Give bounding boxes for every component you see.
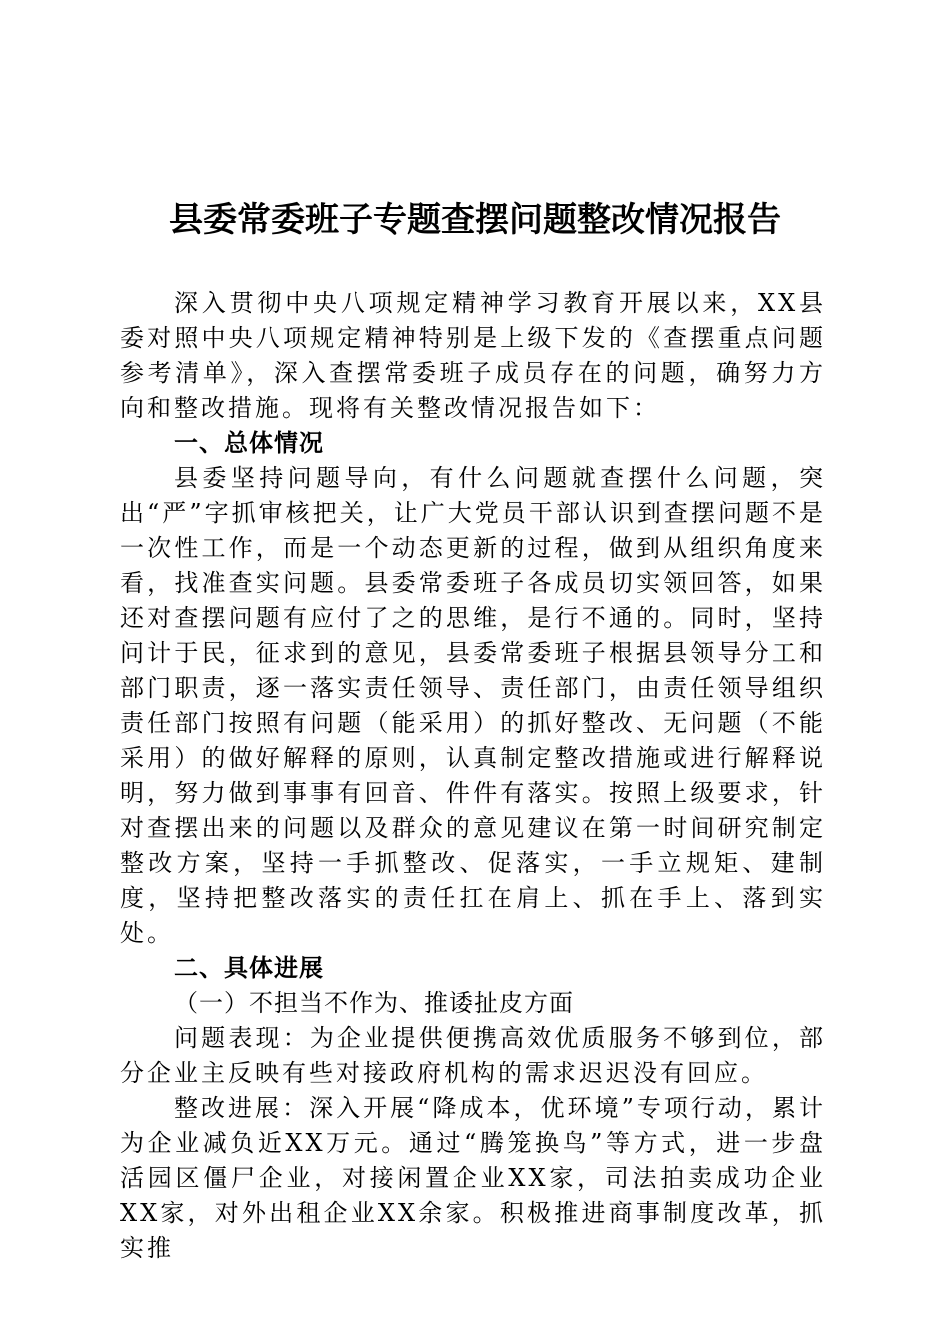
intro-paragraph: 深入贯彻中央八项规定精神学习教育开展以来，XX县委对照中央八项规定精神特别是上级下发的《查摆重点问题参考清单》，深入查摆常委班子成员存在的问题，确努力方向和整改措施。现将有关整改情况报告如下： (120, 289, 826, 422)
progress-paragraph: 整改进展：深入开展“降成本，优环境”专项行动，累计为企业减负近XX万元。通过“腾笼换鸟”等方式，进一步盘活园区僵尸企业，对接闲置企业XX家，司法拍卖成功企业XX家，对外出租企业XX余家。积极推进商事制度改革，抓实推 (120, 1094, 826, 1262)
document-title: 县委常委班子专题查摆问题整改情况报告 (169, 200, 781, 240)
document-body (120, 286, 826, 1266)
section-heading-progress: 二、具体进展 (174, 954, 324, 982)
section-heading-overview: 一、总体情况 (174, 429, 324, 457)
problem-paragraph: 问题表现：为企业提供便携高效优质服务不够到位，部分企业主反映有些对接政府机构的需求迟迟没有回应。 (120, 1024, 826, 1087)
overview-paragraph: 县委坚持问题导向，有什么问题就查摆什么问题，突出“严”字抓审核把关，让广大党员干部认识到查摆问题不是一次性工作，而是一个动态更新的过程，做到从组织角度来看，找准查实问题。县委常委班子各成员切实领回答，如果还对查摆问题有应付了之的思维，是行不通的。同时，坚持问计于民，征求到的意见，县委常委班子根据县领导分工和部门职责，逐一落实责任领导、责任部门，由责任领导组织责任部门按照有问题（能采用）的抓好整改、无问题（不能采用）的做好解释的原则，认真制定整改措施或进行解释说明，努力做到事事有回音、件件有落实。按照上级要求，针对查摆出来的问题以及群众的意见建议在第一时间研究制定整改方案，坚持一手抓整改、促落实，一手立规矩、建制度，坚持把整改落实的责任扛在肩上、抓在手上、落到实处。 (120, 464, 826, 947)
subsection-heading-1: （一）不担当不作为、推诿扯皮方面 (174, 989, 574, 1017)
